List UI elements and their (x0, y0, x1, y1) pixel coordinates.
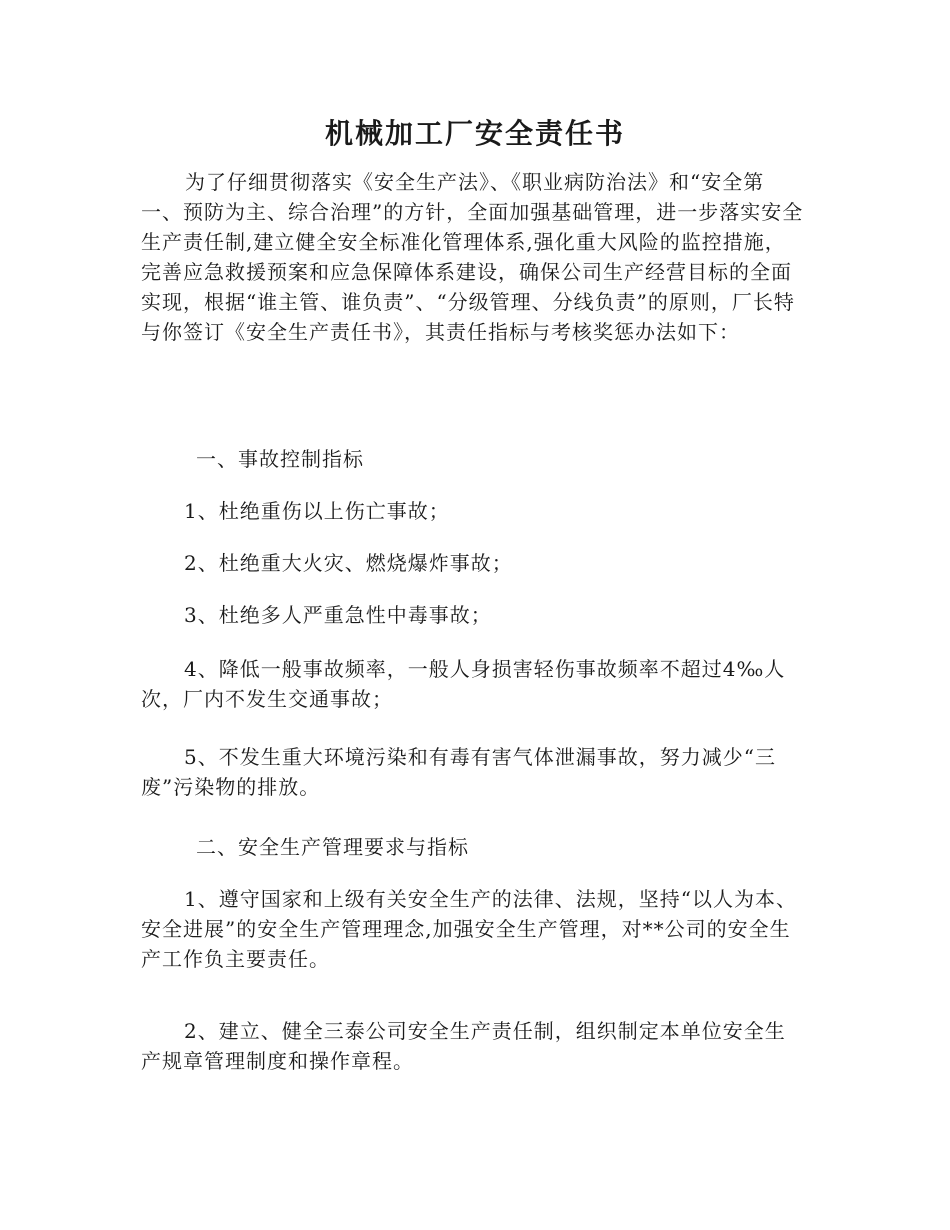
section-heading-accident-control: 一、事故控制指标 (196, 447, 364, 471)
list-item: 1、遵守国家和上级有关安全生产的法律、法规，坚持“以人为本、安全进展”的安全生产管理理念,加强安全生产管理，对**公司的安全生产工作负主要责任。 (141, 887, 797, 971)
intro-paragraph: 为了仔细贯彻落实《安全生产法》、《职业病防治法》和“安全第一、预防为主、综合治理”的方针，全面加强基础管理，进一步落实安全生产责任制,建立健全安全标准化管理体系,强化重大风险的监控措施，完善应急救援预案和应急保障体系建设，确保公司生产经营目标的全面实现，根据“谁主管、谁负责”、“分级管理、分线负责”的原则，厂长特与你签订《安全生产责任书》，其责任指标与考核奖惩办法如下： (141, 170, 804, 344)
document-title: 机械加工厂安全责任书 (324, 117, 625, 150)
list-item: 5、不发生重大环境污染和有毒有害气体泄漏事故，努力减少“三废”污染物的排放。 (141, 745, 776, 799)
list-item: 1、杜绝重伤以上伤亡事故； (184, 499, 450, 523)
list-item: 3、杜绝多人严重急性中毒事故； (184, 603, 492, 627)
list-item: 4、降低一般事故频率，一般人身损害轻伤事故频率不超过4‰人次，厂内不发生交通事故； (141, 657, 786, 711)
section-heading-management-requirements: 二、安全生产管理要求与指标 (196, 835, 469, 859)
list-item: 2、杜绝重大火灾、燃烧爆炸事故； (184, 551, 513, 575)
list-item: 2、建立、健全三泰公司安全生产责任制，组织制定本单位安全生产规章管理制度和操作章程。 (141, 1019, 786, 1073)
